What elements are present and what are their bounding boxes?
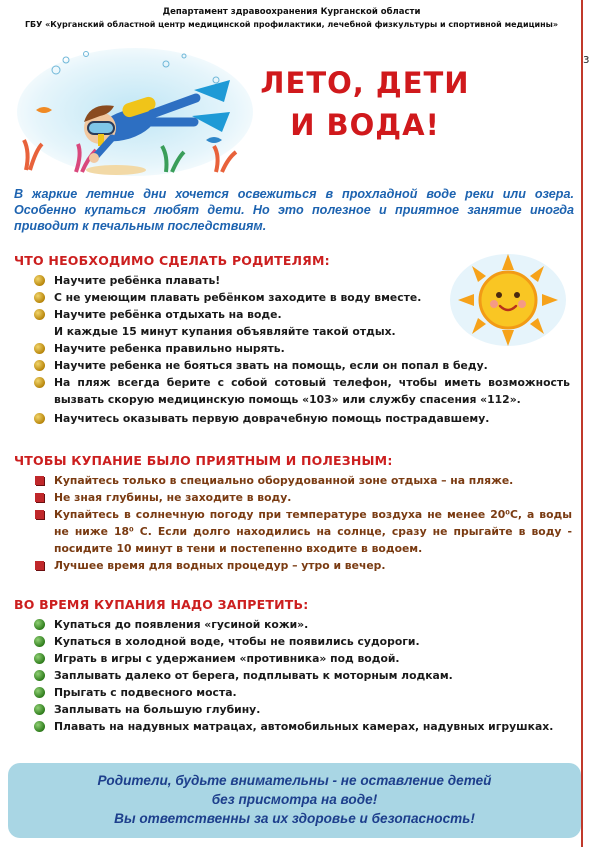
title-line-2: И ВОДА! [290, 108, 440, 142]
green-bullet-icon [34, 636, 45, 647]
diver-child-illustration [16, 40, 254, 178]
list-item: С не умеющим плавать ребёнком заходите в воду вместе. [30, 289, 510, 306]
red-bullet-icon [35, 493, 44, 502]
list-item: Научите ребенка не бояться звать на помощь, если он попал в беду. [30, 357, 510, 374]
gold-bullet-icon [34, 360, 45, 371]
red-bullet-icon [35, 561, 44, 570]
list-item: Научитесь оказывать первую доврачебную помощь пострадавшему. [30, 410, 570, 427]
green-bullet-icon [34, 670, 45, 681]
green-bullet-icon [34, 687, 45, 698]
list-item: Заплывать на большую глубину. [30, 701, 572, 718]
list-item: Не зная глубины, не заходите в воду. [30, 489, 572, 506]
green-bullet-icon [34, 619, 45, 630]
list-item: Лучшее время для водных процедур – утро и вечер. [30, 557, 572, 574]
pleasant-list [30, 472, 572, 574]
section-heading-pleasant: ЧТОБЫ КУПАНИЕ БЫЛО ПРИЯТНЫМ И ПОЛЕЗНЫМ: [14, 453, 393, 468]
note-line-1: Родители, будьте внимательны - не оставление детей [97, 773, 492, 788]
green-bullet-icon [34, 721, 45, 732]
list-item: Прыгать с подвесного моста. [30, 684, 572, 701]
list-item: Играть в игры с удержанием «противника» под водой. [30, 650, 572, 667]
red-bullet-icon [35, 476, 44, 485]
list-item: Купайтесь только в специально оборудованной зоне отдыха – на пляже. [30, 472, 572, 489]
header-organization: ГБУ «Курганский областной центр медицинской профилактики, лечебной физкультуры и спортивной медицины» [24, 20, 559, 29]
green-bullet-icon [34, 653, 45, 664]
green-bullet-icon [34, 704, 45, 715]
gold-bullet-icon [34, 343, 45, 354]
list-item: Купаться до появления «гусиной кожи». [30, 616, 572, 633]
list-item-continuation: И каждые 15 минут купания объявляйте такой отдых. [54, 325, 396, 338]
section-heading-parents: ЧТО НЕОБХОДИМО СДЕЛАТЬ РОДИТЕЛЯМ: [14, 253, 330, 268]
list-item: Научите ребёнка плавать! [30, 272, 510, 289]
note-line-2: без присмотра на воде! [211, 792, 378, 807]
page-title [240, 62, 490, 146]
gold-bullet-icon [34, 413, 45, 424]
gold-bullet-icon [34, 309, 45, 320]
page-edge-glyph: з [583, 52, 589, 66]
parents-list [30, 272, 570, 427]
list-item: Научите ребёнка отдыхать на воде. [30, 306, 510, 323]
title-line-1: ЛЕТО, ДЕТИ [260, 66, 470, 100]
list-item: Плавать на надувных матрацах, автомобильных камерах, надувных игрушках. [30, 718, 572, 735]
section-heading-forbid: ВО ВРЕМЯ КУПАНИЯ НАДО ЗАПРЕТИТЬ: [14, 597, 309, 612]
list-item: Купаться в холодной воде, чтобы не появились судороги. [30, 633, 572, 650]
list-item: Заплывать далеко от берега, подплывать к моторным лодкам. [30, 667, 572, 684]
list-item: Научите ребенка правильно нырять. [30, 340, 510, 357]
note-line-3: Вы ответственны за их здоровье и безопасность! [114, 811, 475, 826]
gold-bullet-icon [34, 377, 45, 388]
intro-paragraph: В жаркие летние дни хочется освежиться в прохладной воде реки или озера. Особенно купаться любят дети. Но это полезное и приятное занятие иногда приводит к печальным последствиям. [14, 187, 574, 233]
list-item: Купайтесь в солнечную погоду при температуре воздуха не менее 20⁰С, а воды не ниже 18⁰ С. Если долго находились на солнце, сразу не прыгайте в воду - посидите 10 минут в тени и постепенно входите в водоем. [30, 506, 572, 557]
list-item: На пляж всегда берите с собой сотовый телефон, чтобы иметь возможность вызвать скорую медицинскую помощь «103» или службу спасения «112». [30, 374, 570, 408]
header-department: Департамент здравоохранения Курганской области [162, 7, 421, 17]
gold-bullet-icon [34, 292, 45, 303]
smiling-sun-icon [448, 250, 570, 350]
gold-bullet-icon [34, 275, 45, 286]
forbid-list [30, 616, 572, 735]
red-bullet-icon [35, 510, 44, 519]
